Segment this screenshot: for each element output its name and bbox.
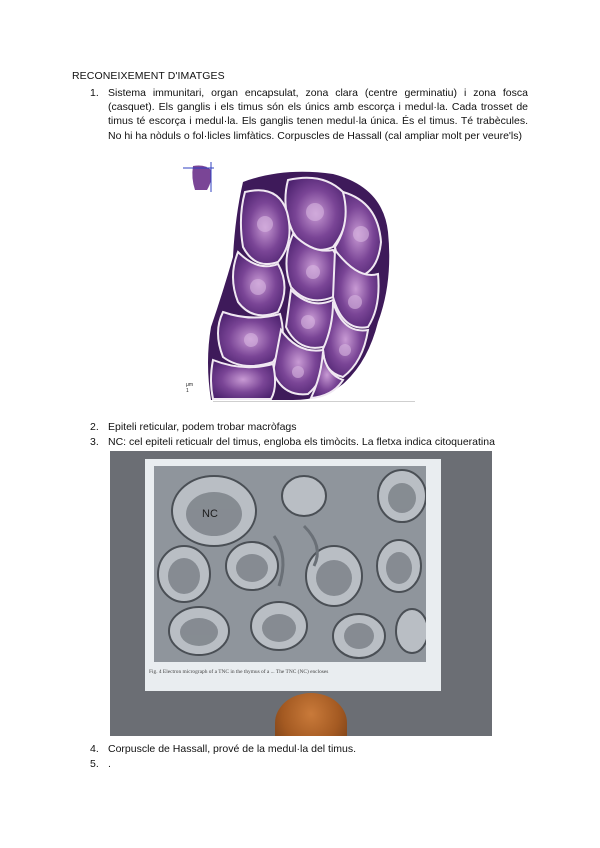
list-number: 1.: [90, 87, 99, 99]
micrograph-photo: [110, 451, 492, 736]
list-text: NC: cel epiteli reticualr del timus, engloba els timòcits. La fletxa indica citoqueratina: [108, 436, 495, 448]
electron-micrograph: [154, 466, 426, 662]
nc-label: NC: [202, 508, 218, 520]
list-number: 3.: [90, 436, 99, 448]
list-number: 5.: [90, 758, 99, 770]
scale-bar: [186, 382, 193, 394]
list-number: 2.: [90, 421, 99, 433]
list-item: [90, 86, 528, 158]
list-number: 4.: [90, 743, 99, 755]
scale-label: μm: [186, 382, 194, 388]
list-text: Corpuscle de Hassall, prové de la medul·la del timus.: [108, 743, 357, 755]
list-text: Epiteli reticular, podem trobar macròfags: [108, 421, 297, 433]
figure-caption: Fig. 4 Electron micrograph of a TNC in the thymus of a ... The TNC (NC) encloses: [149, 669, 329, 675]
list-text: Sistema immunitari, organ encapsulat, zona clara (centre germinatiu) i zona fosca (casquet). Els ganglis i els timus són els únics amb escorça i medul·la. Cada trosset de timus té escorça i medul·la. Els ganglis tenen medul·la única. És el timus. Té trabècules. No hi ha nòduls o fol·licles limfàtics. Corpuscles de Hassall (cal ampliar molt per veure'ls): [108, 87, 528, 142]
scale-value: 1: [186, 388, 189, 394]
page-title: RECONEIXEMENT D'IMATGES: [72, 70, 225, 82]
list-text: .: [108, 758, 111, 770]
image-baseline: [213, 401, 415, 402]
thymus-histology-image: [183, 162, 415, 402]
thumbnail-inset: [183, 162, 214, 192]
person-head: [275, 693, 347, 736]
printed-slide: [145, 459, 441, 691]
